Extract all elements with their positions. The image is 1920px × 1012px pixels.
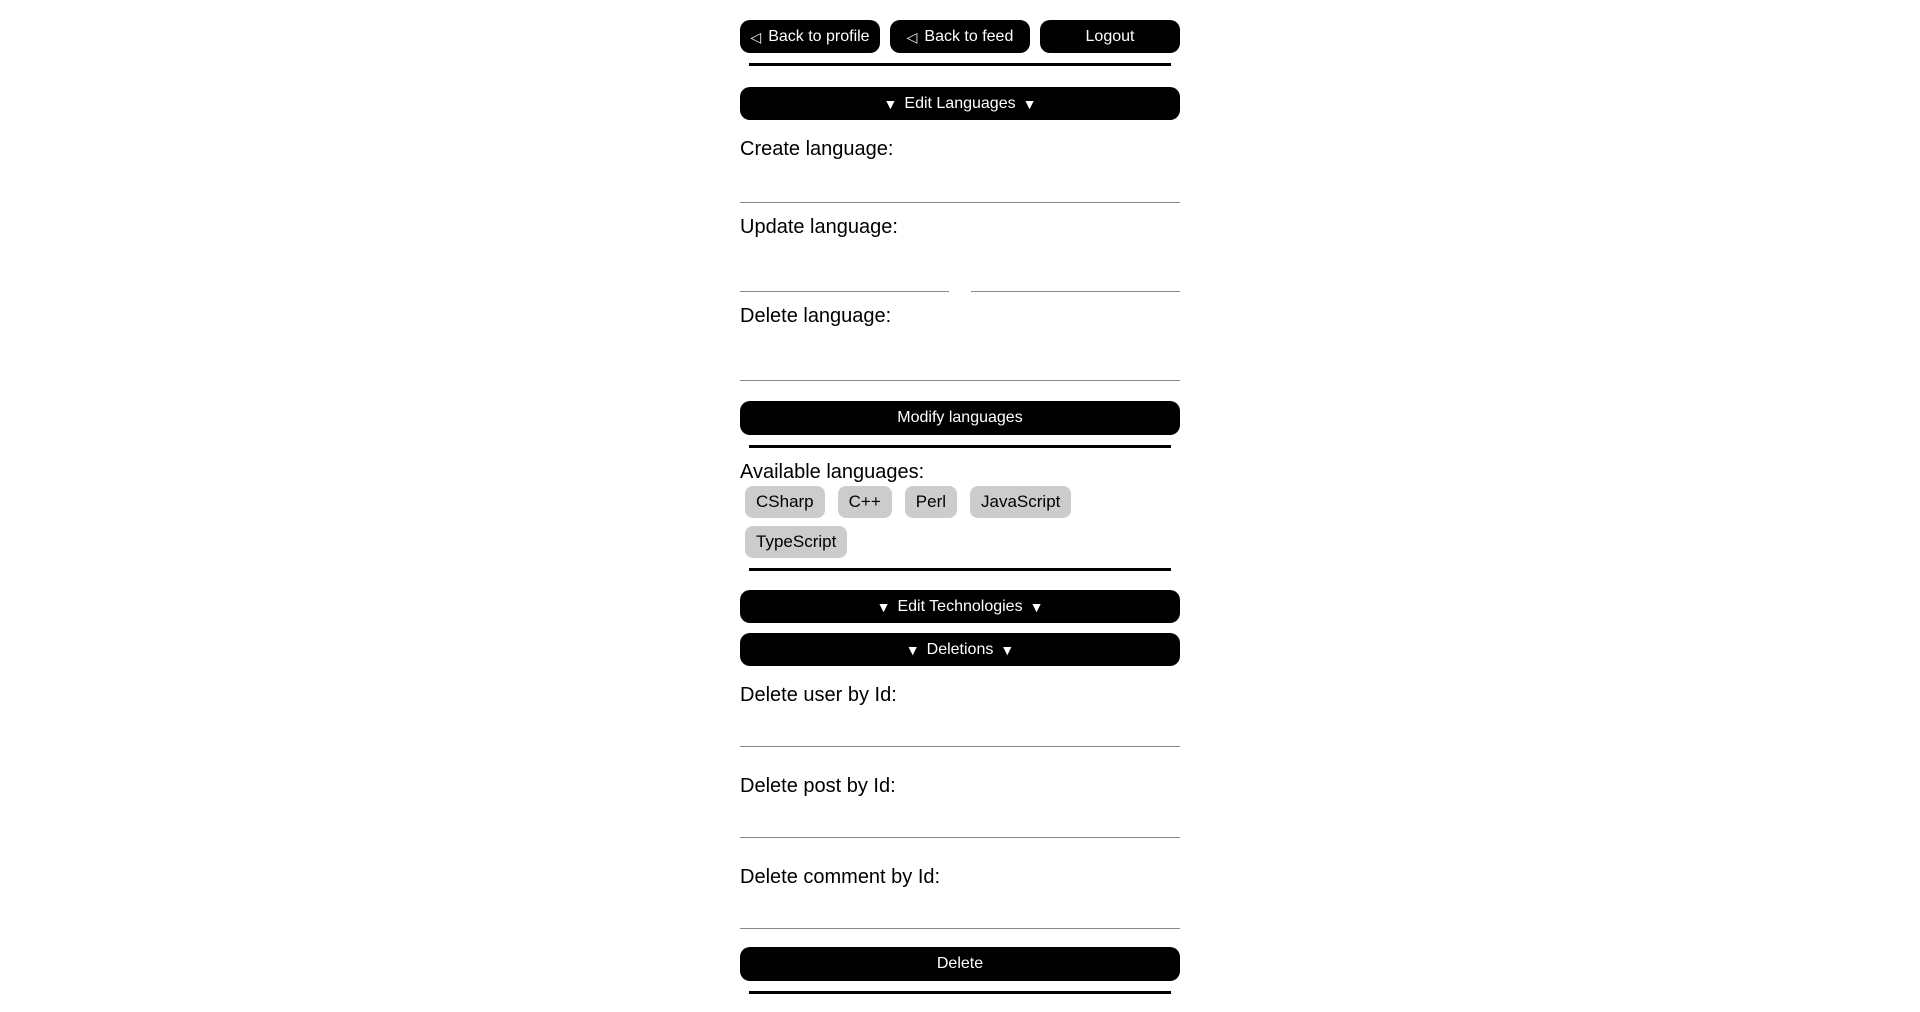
update-language-from-input[interactable] [740, 252, 949, 292]
chevron-down-icon: ▼ [905, 641, 920, 658]
logout-button[interactable] [1040, 20, 1180, 53]
update-language-to-input[interactable] [971, 252, 1180, 292]
language-tag[interactable]: C++ [838, 486, 892, 518]
chevron-down-icon: ▼ [876, 598, 891, 615]
edit-languages-toggle[interactable] [740, 87, 1180, 120]
delete-button-label: Delete [936, 955, 984, 972]
language-tag[interactable]: JavaScript [970, 486, 1071, 518]
admin-panel [740, 0, 1180, 994]
delete-language-input[interactable] [740, 341, 1180, 381]
available-languages-label: Available languages: [740, 461, 925, 483]
delete-post-id-input[interactable] [740, 798, 1180, 838]
back-arrow-icon: ◁ [906, 28, 918, 45]
create-language-input[interactable] [740, 163, 1180, 203]
language-tag[interactable]: TypeScript [745, 526, 847, 558]
divider [749, 445, 1171, 448]
deletions-toggle[interactable] [740, 633, 1180, 666]
divider [749, 63, 1171, 66]
edit-technologies-toggle-label: Edit Technologies [897, 597, 1023, 615]
back-to-profile-button[interactable] [740, 20, 880, 53]
delete-comment-label: Delete comment by Id: [740, 866, 941, 888]
chevron-down-icon: ▼ [883, 95, 898, 112]
chevron-down-icon: ▼ [1029, 598, 1044, 615]
available-languages-list [740, 486, 1180, 558]
delete-post-label: Delete post by Id: [740, 775, 896, 797]
create-language-label: Create language: [740, 138, 894, 160]
back-to-profile-label: Back to profile [768, 27, 870, 45]
update-language-row [740, 252, 1180, 292]
back-arrow-icon: ◁ [750, 28, 762, 45]
edit-languages-toggle-label: Edit Languages [904, 94, 1016, 112]
delete-language-label: Delete language: [740, 305, 892, 327]
modify-languages-button[interactable] [740, 401, 1180, 435]
edit-technologies-toggle[interactable] [740, 590, 1180, 623]
back-to-feed-label: Back to feed [924, 27, 1014, 45]
delete-comment-id-input[interactable] [740, 889, 1180, 929]
divider [749, 568, 1171, 571]
divider [749, 991, 1171, 994]
modify-languages-label: Modify languages [897, 409, 1023, 426]
language-tag[interactable]: Perl [905, 486, 957, 518]
logout-label: Logout [1085, 27, 1135, 45]
delete-user-label: Delete user by Id: [740, 684, 897, 706]
chevron-down-icon: ▼ [1022, 95, 1037, 112]
back-to-feed-button[interactable] [890, 20, 1030, 53]
delete-button[interactable] [740, 947, 1180, 981]
chevron-down-icon: ▼ [1000, 641, 1015, 658]
language-tag[interactable]: CSharp [745, 486, 825, 518]
delete-user-id-input[interactable] [740, 707, 1180, 747]
toolbar [740, 20, 1180, 53]
update-language-label: Update language: [740, 216, 898, 238]
deletions-toggle-label: Deletions [926, 640, 994, 658]
